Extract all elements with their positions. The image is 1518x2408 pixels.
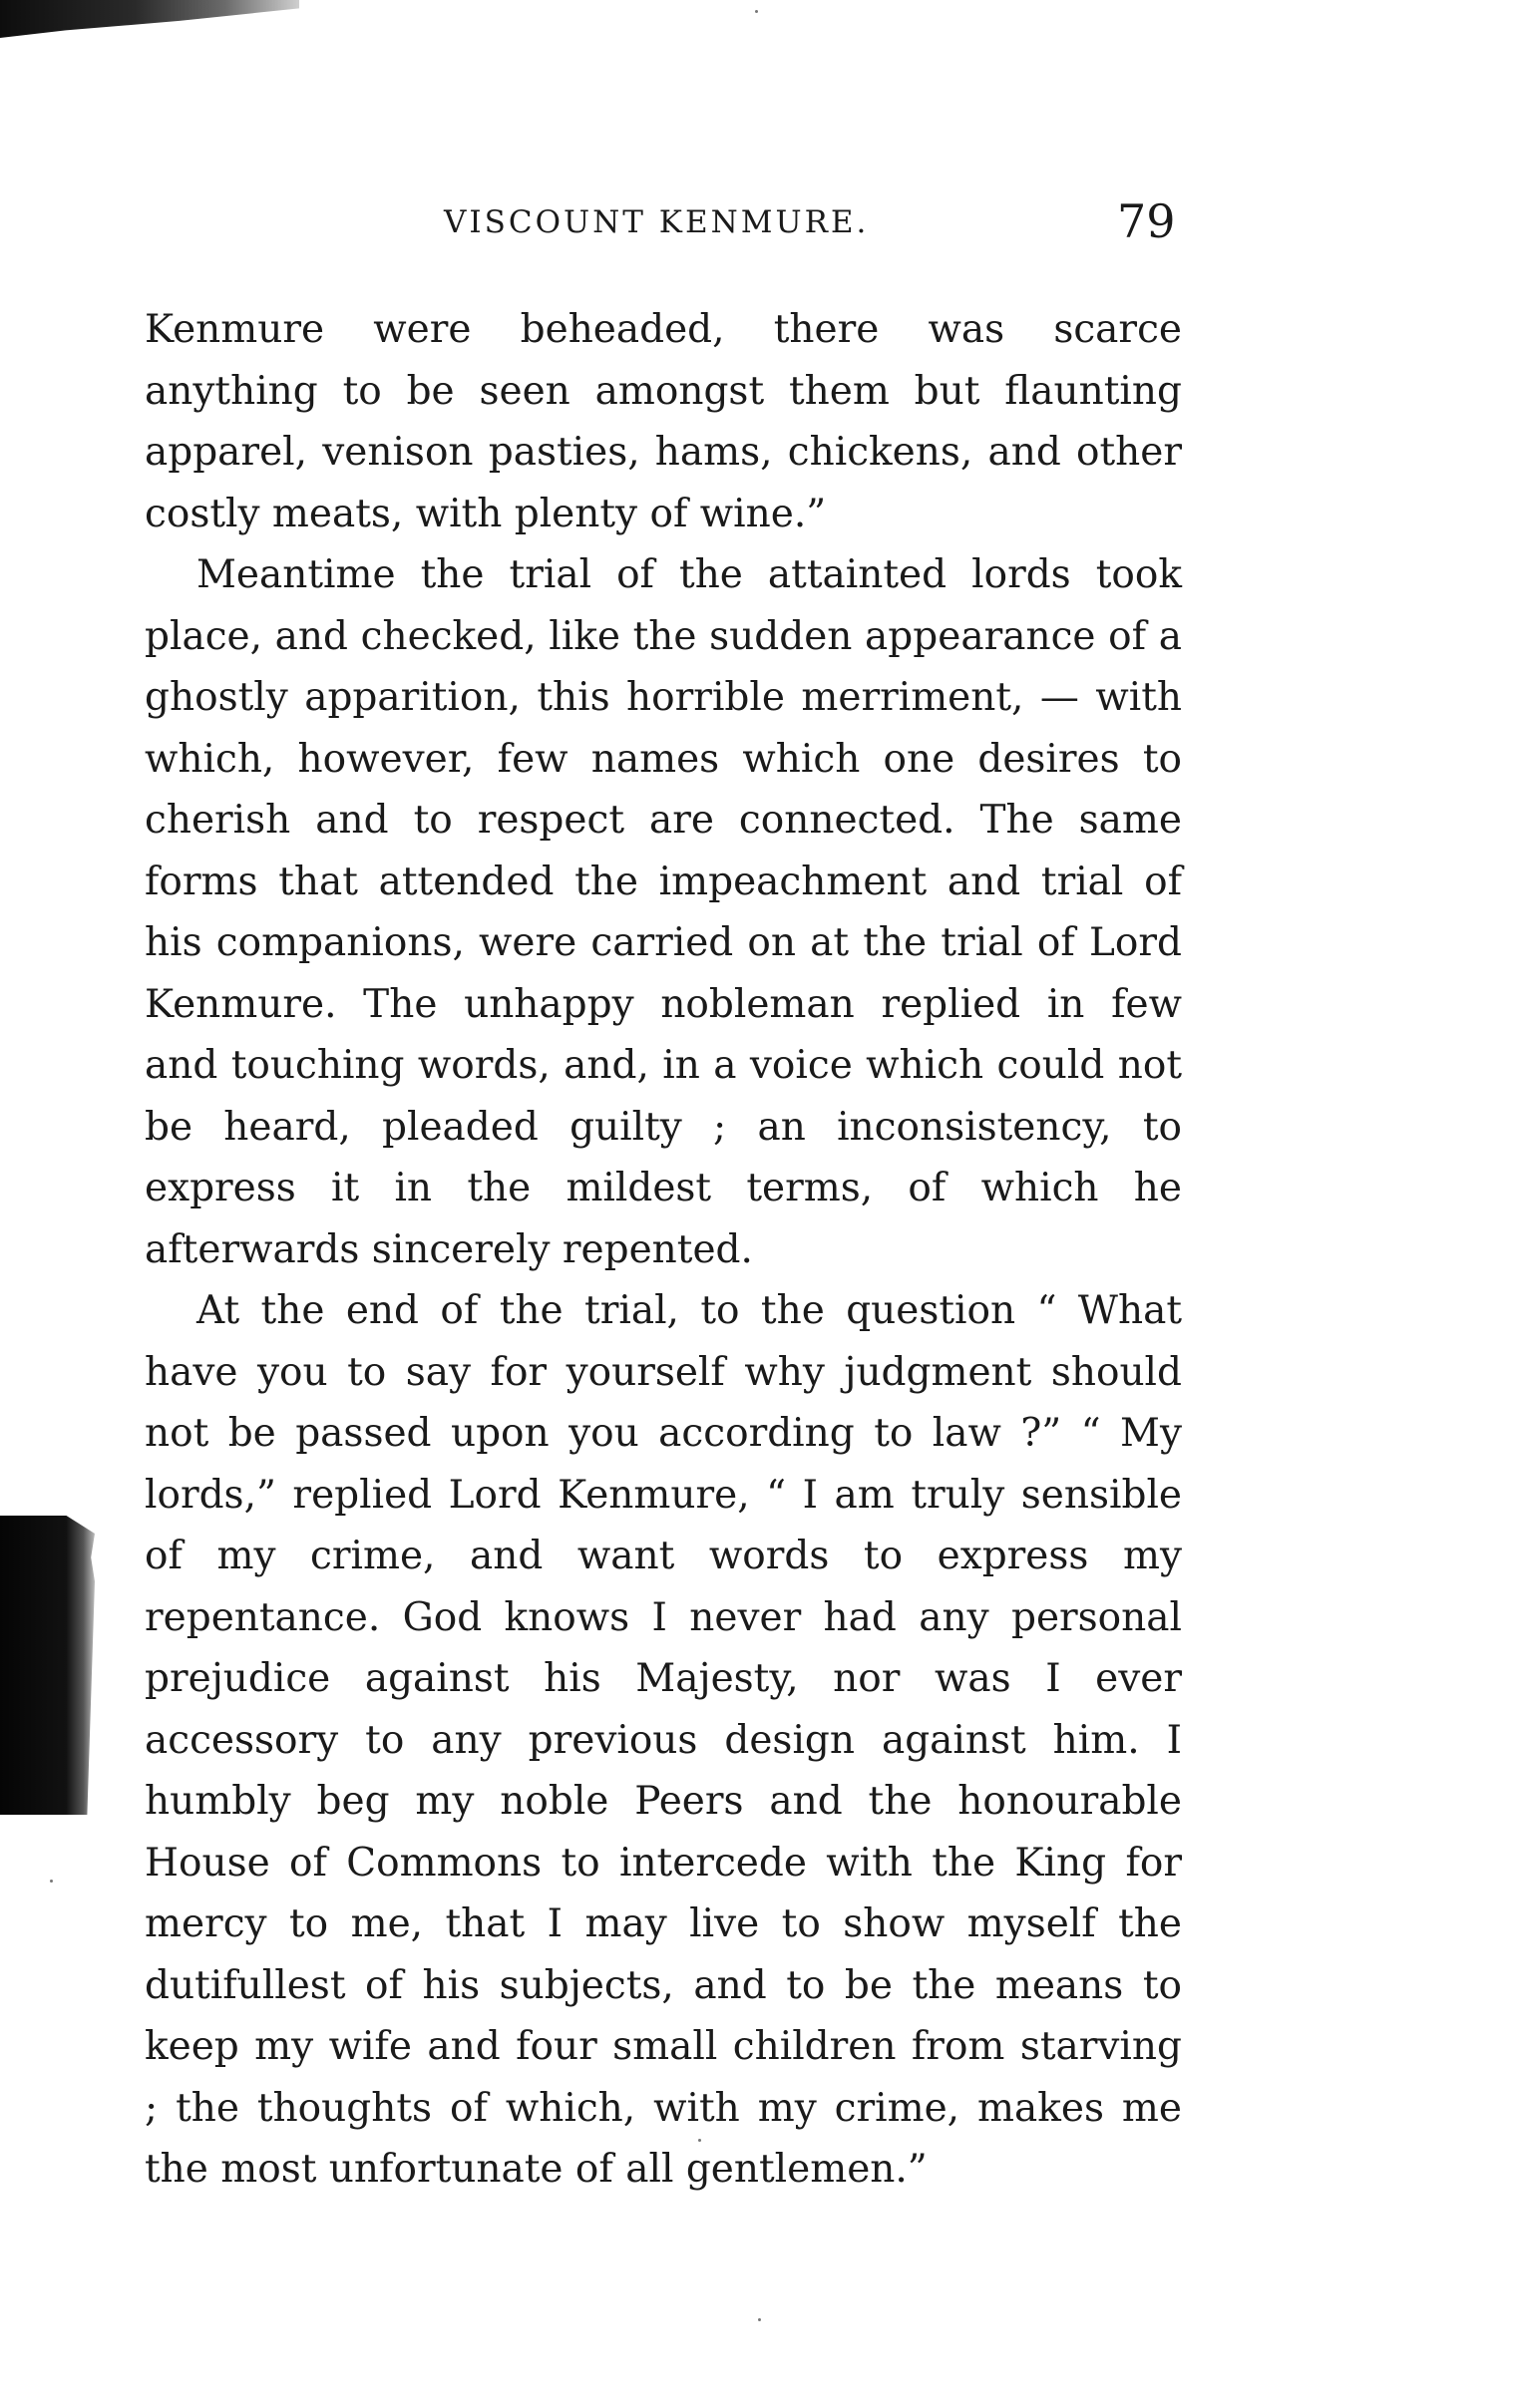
scan-edge-mark	[0, 0, 299, 38]
paragraph: Meantime the trial of the attainted lords took place, and checked, like the sudden appearance of a ghostly apparition, this horrible merriment, — with which, however, few names which one desires to cherish and to respect are connected. The same forms that attended the impeachment and trial of his companions, were carried on at the trial of Lord Kenmure. The unhappy nobleman replied in few and touching words, and, in a voice which could not be heard, pleaded guilty ; an inconsistency, to express it in the mildest terms, of which he afterwards sincerely repented.	[145, 552, 1182, 1272]
scan-binding-mark	[0, 1516, 95, 1815]
paragraph: At the end of the trial, to the question “ What have you to say for yourself why judgment should not be passed upon you according to law ?” “ My lords,” replied Lord Kenmure, “ I am truly sensible of my crime, and want words to express my repentance. God knows I never had any personal prejudice against his Majesty, nor was I ever accessory to any previous design against him. I humbly beg my noble Peers and the honourable House of Commons to intercede with the King for mercy to me, that I may live to show myself the dutifullest of his subjects, and to be the means to keep my wife and four small children from starving ; the thoughts of which, with my crime, makes me the most unfortunate of all gentlemen.”	[145, 1288, 1182, 2192]
scan-speck	[50, 1880, 53, 1883]
page-number: 79	[1117, 194, 1176, 248]
scan-speck	[698, 2139, 701, 2142]
body-text	[145, 299, 1182, 2201]
scan-speck	[758, 2318, 761, 2321]
running-title: VISCOUNT KENMURE.	[444, 204, 870, 240]
scan-speck	[755, 10, 758, 13]
paragraph-continued: Kenmure were beheaded, there was scarce anything to be seen amongst them but flaunting apparel, venison pasties, hams, chickens, and other costly meats, with plenty of wine.”	[145, 307, 1182, 536]
